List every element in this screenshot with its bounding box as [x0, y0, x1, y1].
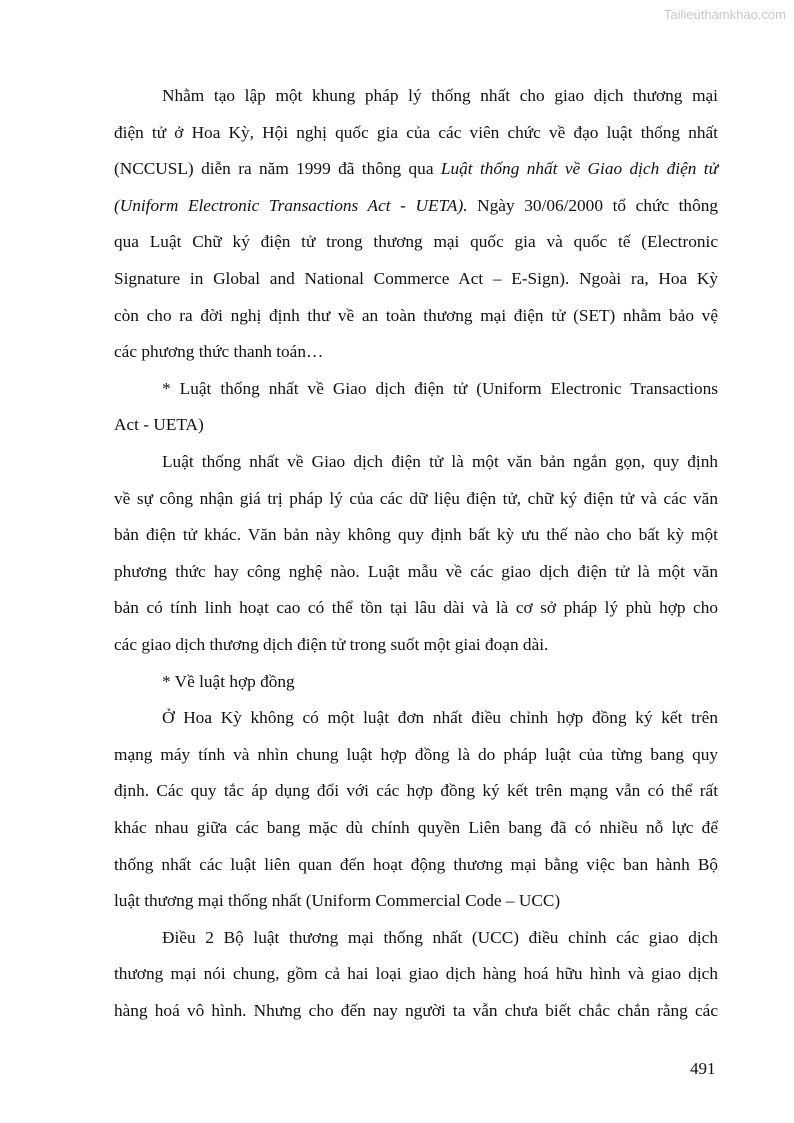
- text-line: hàng hoá vô hình. Nhưng cho đến nay người ta vẫn chưa biết chắc chắn rằng các: [114, 1001, 718, 1020]
- page-number: 491: [690, 1059, 716, 1078]
- text-line: Điều 2 Bộ luật thương mại thống nhất (UCC) điều chỉnh các giao dịch: [162, 927, 718, 947]
- text-line: thương mại nói chung, gồm cả hai loại giao dịch hàng hoá hữu hình và giao dịch: [114, 964, 718, 984]
- section-heading: Act - UETA): [114, 415, 204, 435]
- text-line: bản có tính linh hoạt cao có thể tồn tại lâu dài và là cơ sở pháp lý phù hợp cho: [114, 598, 718, 618]
- text-line: thống nhất các luật liên quan đến hoạt động thương mại bằng việc ban hành Bộ: [114, 854, 718, 874]
- text-line: luật thương mại thống nhất (Uniform Commercial Code – UCC): [114, 891, 561, 911]
- law-title-italic: Luật thống nhất về Giao dịch điện tử: [440, 159, 718, 179]
- text-line: Luật thống nhất về Giao dịch điện tử là một văn bản ngắn gọn, quy định: [162, 452, 718, 471]
- text-line: phương thức hay công nghệ nào. Luật mẫu về các giao dịch điện tử là một văn: [114, 561, 718, 581]
- text-line: Ở Hoa Kỳ không có một luật đơn nhất điều chỉnh hợp đồng ký kết trên: [162, 708, 718, 728]
- text-line: còn cho ra đời nghị định thư về an toàn thương mại điện tử (SET) nhằm bảo vệ: [114, 305, 718, 325]
- section-heading: * Luật thống nhất về Giao dịch điện tử (Uniform Electronic Transactions: [162, 378, 718, 398]
- text-line: Nhằm tạo lập một khung pháp lý thống nhất cho giao dịch thương mại: [162, 86, 718, 105]
- text-line: mạng máy tính và nhìn chung luật hợp đồng là do pháp luật của từng bang quy: [114, 744, 718, 764]
- law-title-italic: (Uniform Electronic Transactions Act - UETA).: [114, 195, 468, 215]
- watermark: Tailieuthamkhao.com: [663, 7, 786, 22]
- text-line: điện tử ở Hoa Kỳ, Hội nghị quốc gia của các viên chức về đạo luật thống nhất: [114, 122, 718, 142]
- text-line: Signature in Global and National Commerce Act – E-Sign). Ngoài ra, Hoa Kỳ: [114, 269, 718, 288]
- text-line: [114, 194, 718, 218]
- text-line: [114, 157, 718, 181]
- text-line: về sự công nhận giá trị pháp lý của các dữ liệu điện tử, chữ ký điện tử và các văn: [114, 488, 718, 508]
- text-line: khác nhau giữa các bang mặc dù chính quyền Liên bang đã có nhiều nỗ lực để: [114, 818, 718, 837]
- section-heading: * Về luật hợp đồng: [162, 671, 295, 691]
- text-line: qua Luật Chữ ký điện tử trong thương mại quốc gia và quốc tế (Electronic: [114, 232, 718, 252]
- text-line: bản điện tử khác. Văn bản này không quy định bất kỳ ưu thế nào cho bất kỳ một: [114, 525, 718, 545]
- text-line: các giao dịch thương dịch điện tử trong suốt một giai đoạn dài.: [114, 635, 549, 654]
- text-span: Ngày 30/06/2000 tổ chức thông: [467, 195, 718, 215]
- text-span: (NCCUSL) diễn ra năm 1999 đã thông qua: [114, 159, 441, 179]
- text-line: định. Các quy tắc áp dụng đối với các hợp đồng ký kết trên mạng vẫn có thể rất: [114, 781, 718, 801]
- text-line: các phương thức thanh toán…: [114, 342, 324, 362]
